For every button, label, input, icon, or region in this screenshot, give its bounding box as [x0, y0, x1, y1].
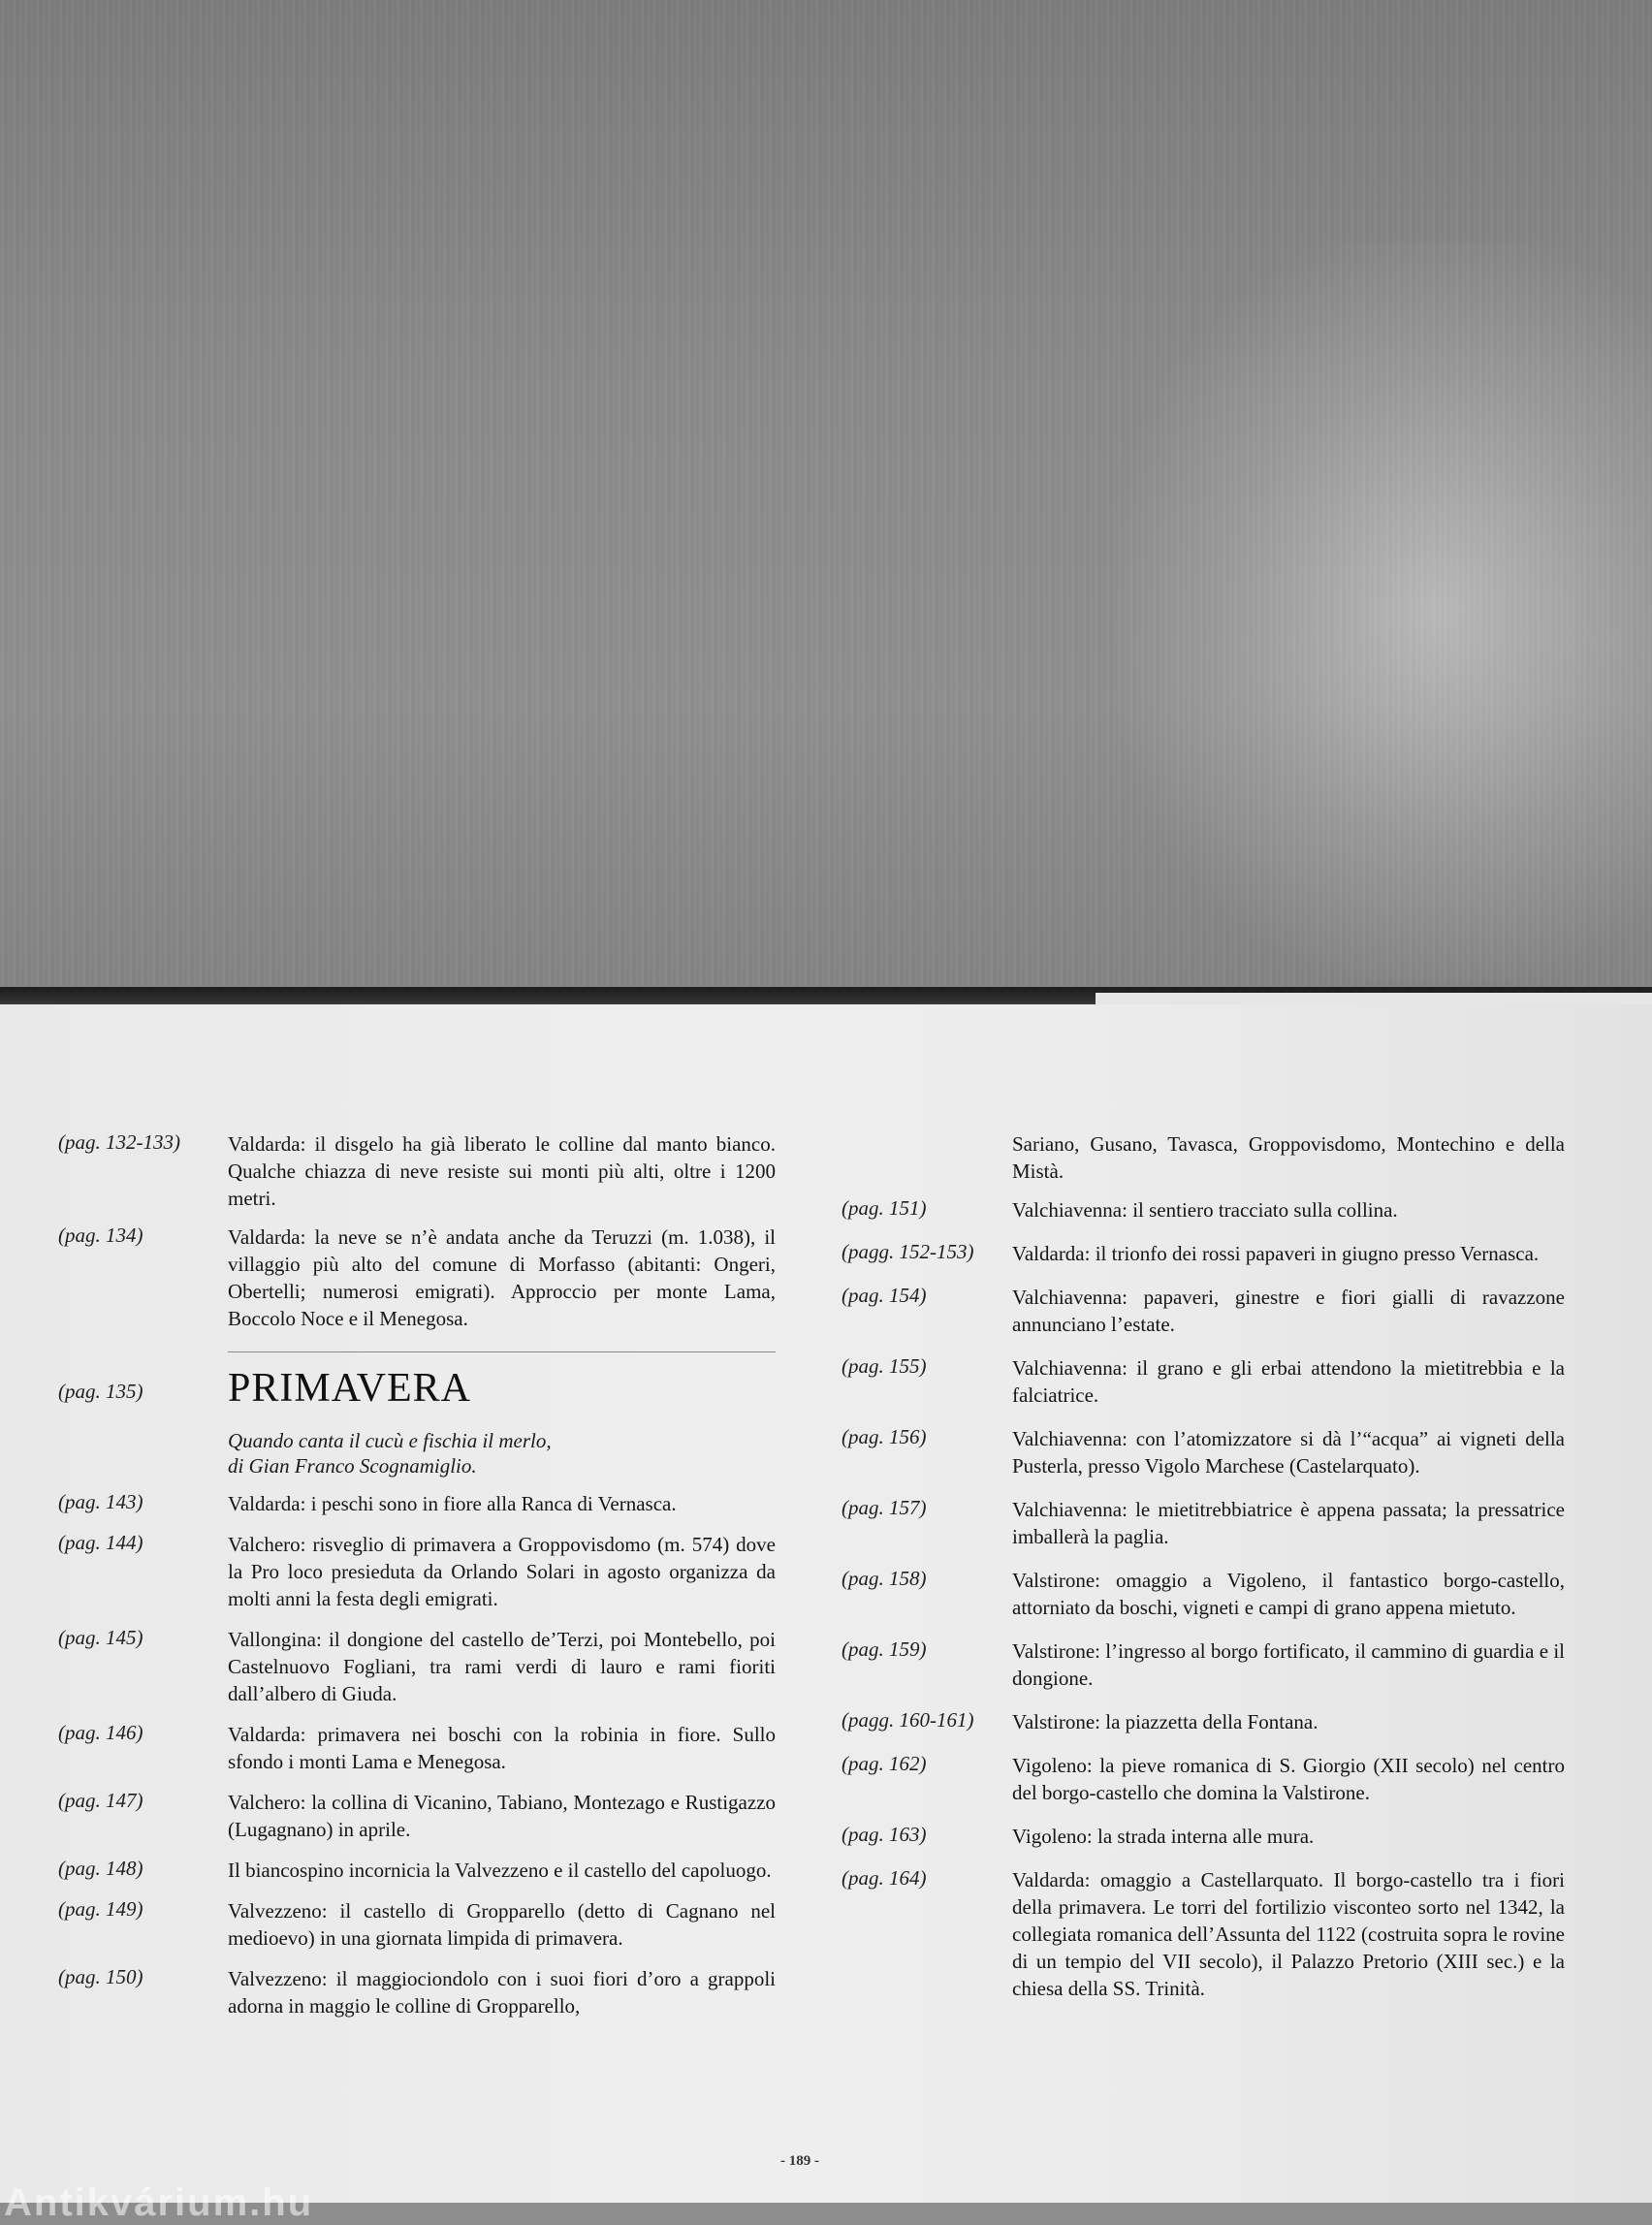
page-reference: (pag. 144) — [58, 1531, 143, 1554]
section-heading — [58, 1366, 805, 1411]
page-reference: (pag. 162) — [842, 1752, 927, 1775]
page-reference: (pagg. 152-153) — [842, 1240, 974, 1263]
page-reference: (pag. 150) — [58, 1965, 143, 1988]
caption-text: Valchero: risveglio di primavera a Groppovisdomo (m. 574) dove la Pro loco presieduta da Orlando Solari in agosto organizza da molti anni la festa degli emigrati. — [228, 1533, 776, 1610]
list-item — [842, 1823, 1588, 1850]
list-item — [58, 1857, 805, 1884]
page-reference: (pag. 147) — [58, 1789, 143, 1812]
page-reference: (pag. 146) — [58, 1721, 143, 1744]
caption-text: Valdarda: il disgelo ha già liberato le colline dal manto bianco. Qualche chiazza di neve resiste sui monti più alti, oltre i 1200 metri. — [228, 1132, 776, 1210]
list-item — [842, 1354, 1588, 1409]
book-page — [0, 1004, 1652, 2203]
list-item — [58, 1965, 805, 2019]
caption-text: Vigoleno: la pieve romanica di S. Giorgio (XII secolo) nel centro del borgo-castello che domina la Valstirone. — [1012, 1754, 1565, 1804]
caption-text: Valchero: la collina di Vicanino, Tabiano, Montezago e Rustigazzo (Lugagnano) in aprile. — [228, 1791, 776, 1841]
caption-text: Valchiavenna: il grano e gli erbai attendono la mietitrebbia e la falciatrice. — [1012, 1356, 1565, 1407]
caption-text: Valdarda: il trionfo dei rossi papaveri in giugno presso Vernasca. — [1012, 1242, 1540, 1265]
page-reference: (pagg. 160-161) — [842, 1708, 974, 1732]
page-reference: (pag. 157) — [842, 1496, 927, 1519]
continuation-entry — [842, 1130, 1588, 1185]
list-item — [58, 1721, 805, 1775]
caption-text: Valchiavenna: le mietitrebbiatrice è appena passata; la pressatrice imballerà la paglia. — [1012, 1498, 1565, 1548]
left-entries-bottom — [58, 1490, 805, 2019]
caption-text: Valdarda: i peschi sono in fiore alla Ranca di Vernasca. — [228, 1492, 677, 1515]
list-item — [58, 1224, 805, 1332]
page-reference: (pag. 143) — [58, 1490, 143, 1513]
page-reference: (pag. 149) — [58, 1897, 143, 1921]
list-item — [842, 1425, 1588, 1479]
caption-text: Valdarda: la neve se n’è andata anche da Teruzzi (m. 1.038), il villaggio più alto del comune di Morfasso (abitanti: Ongeri, Obertelli; numerosi emigrati). Approccio per monte Lama, Boccolo Noce e il Menegosa. — [228, 1225, 776, 1330]
caption-text: Vigoleno: la strada interna alle mura. — [1012, 1825, 1315, 1848]
caption-text: Il biancospino incornicia la Valvezzeno e il castello del capoluogo. — [228, 1859, 772, 1882]
caption-text: Valvezzeno: il maggiociondolo con i suoi fiori d’oro a grappoli adorna in maggio le colline di Gropparello, — [228, 1967, 776, 2018]
list-item — [842, 1866, 1588, 2002]
page-reference: (pag. 159) — [842, 1637, 927, 1661]
page-reference: (pag. 154) — [842, 1284, 927, 1307]
caption-text: Valdarda: primavera nei boschi con la robinia in fiore. Sullo sfondo i monti Lama e Menegosa. — [228, 1723, 776, 1773]
caption-text: Valchiavenna: papaveri, ginestre e fiori gialli di ravazzone annunciano l’estate. — [1012, 1286, 1565, 1336]
caption-text: Valstirone: l’ingresso al borgo fortificato, il cammino di guardia e il dongione. — [1012, 1639, 1565, 1690]
right-column — [842, 1130, 1588, 2018]
page-reference: (pag. 134) — [58, 1224, 143, 1247]
page-reference: (pag. 164) — [842, 1866, 927, 1890]
list-item — [58, 1130, 805, 1212]
list-item — [58, 1531, 805, 1612]
list-item — [842, 1196, 1588, 1224]
list-item — [58, 1897, 805, 1952]
continuation-text: Sariano, Gusano, Tavasca, Groppovisdomo, Montechino e della Mistà. — [1012, 1132, 1565, 1183]
list-item — [842, 1567, 1588, 1621]
section-subtitle-line-2: di Gian Franco Scognamiglio. — [228, 1454, 477, 1478]
list-item — [58, 1789, 805, 1843]
section-title: PRIMAVERA — [228, 1366, 471, 1411]
list-item — [58, 1626, 805, 1707]
page-reference: (pag. 156) — [842, 1425, 927, 1448]
caption-text: Vallongina: il dongione del castello de’Terzi, poi Montebello, poi Castelnuovo Fogliani, tra rami verdi di lauro e rami fioriti dall’albero di Giuda. — [228, 1628, 776, 1705]
list-item — [842, 1637, 1588, 1692]
left-entries-top — [58, 1130, 805, 1332]
section-ref: (pag. 135) — [58, 1380, 143, 1403]
page-reference: (pag. 145) — [58, 1626, 143, 1649]
section-divider — [228, 1351, 776, 1352]
caption-text: Valvezzeno: il castello di Gropparello (detto di Cagnano nel medioevo) in una giornata limpida di primavera. — [228, 1899, 776, 1950]
caption-text: Valstirone: la piazzetta della Fontana. — [1012, 1710, 1318, 1733]
caption-text: Valchiavenna: con l’atomizzatore si dà l’“acqua” ai vigneti della Pusterla, presso Vigolo Marchese (Castelarquato). — [1012, 1427, 1565, 1478]
light-glare — [1115, 242, 1652, 979]
page-reference: (pag. 163) — [842, 1823, 927, 1846]
section-subtitle — [228, 1428, 805, 1478]
watermark-text: Antikvárium.hu — [4, 2181, 314, 2224]
list-item — [842, 1284, 1588, 1338]
page-number: - 189 - — [780, 2153, 819, 2169]
list-item — [58, 1490, 805, 1517]
list-item — [842, 1240, 1588, 1267]
page-reference: (pag. 148) — [58, 1857, 143, 1880]
list-item — [842, 1752, 1588, 1806]
caption-text: Valchiavenna: il sentiero tracciato sulla collina. — [1012, 1198, 1398, 1222]
page-reference: (pag. 132-133) — [58, 1130, 180, 1154]
list-item — [842, 1708, 1588, 1735]
page-reference: (pag. 155) — [842, 1354, 927, 1378]
right-entries — [842, 1196, 1588, 2002]
list-item — [842, 1496, 1588, 1550]
caption-text: Valdarda: omaggio a Castellarquato. Il borgo-castello tra i fiori della primavera. Le torri del fortilizio visconteo sorto nel 1342, la collegiata romanica dell’Assunta del 1122 (costruita sopra le rovine di un tempio del VII secolo), il Palazzo Pretorio (XIII sec.) e la chiesa della SS. Trinità. — [1012, 1868, 1565, 2000]
section-subtitle-line-1: Quando canta il cucù e fischia il merlo, — [228, 1429, 552, 1452]
page-reference: (pag. 158) — [842, 1567, 927, 1590]
caption-text: Valstirone: omaggio a Vigoleno, il fantastico borgo-castello, attorniato da boschi, vigneti e campi di grano appena mietuto. — [1012, 1569, 1565, 1619]
page-reference: (pag. 151) — [842, 1196, 927, 1220]
left-column — [58, 1130, 805, 2033]
